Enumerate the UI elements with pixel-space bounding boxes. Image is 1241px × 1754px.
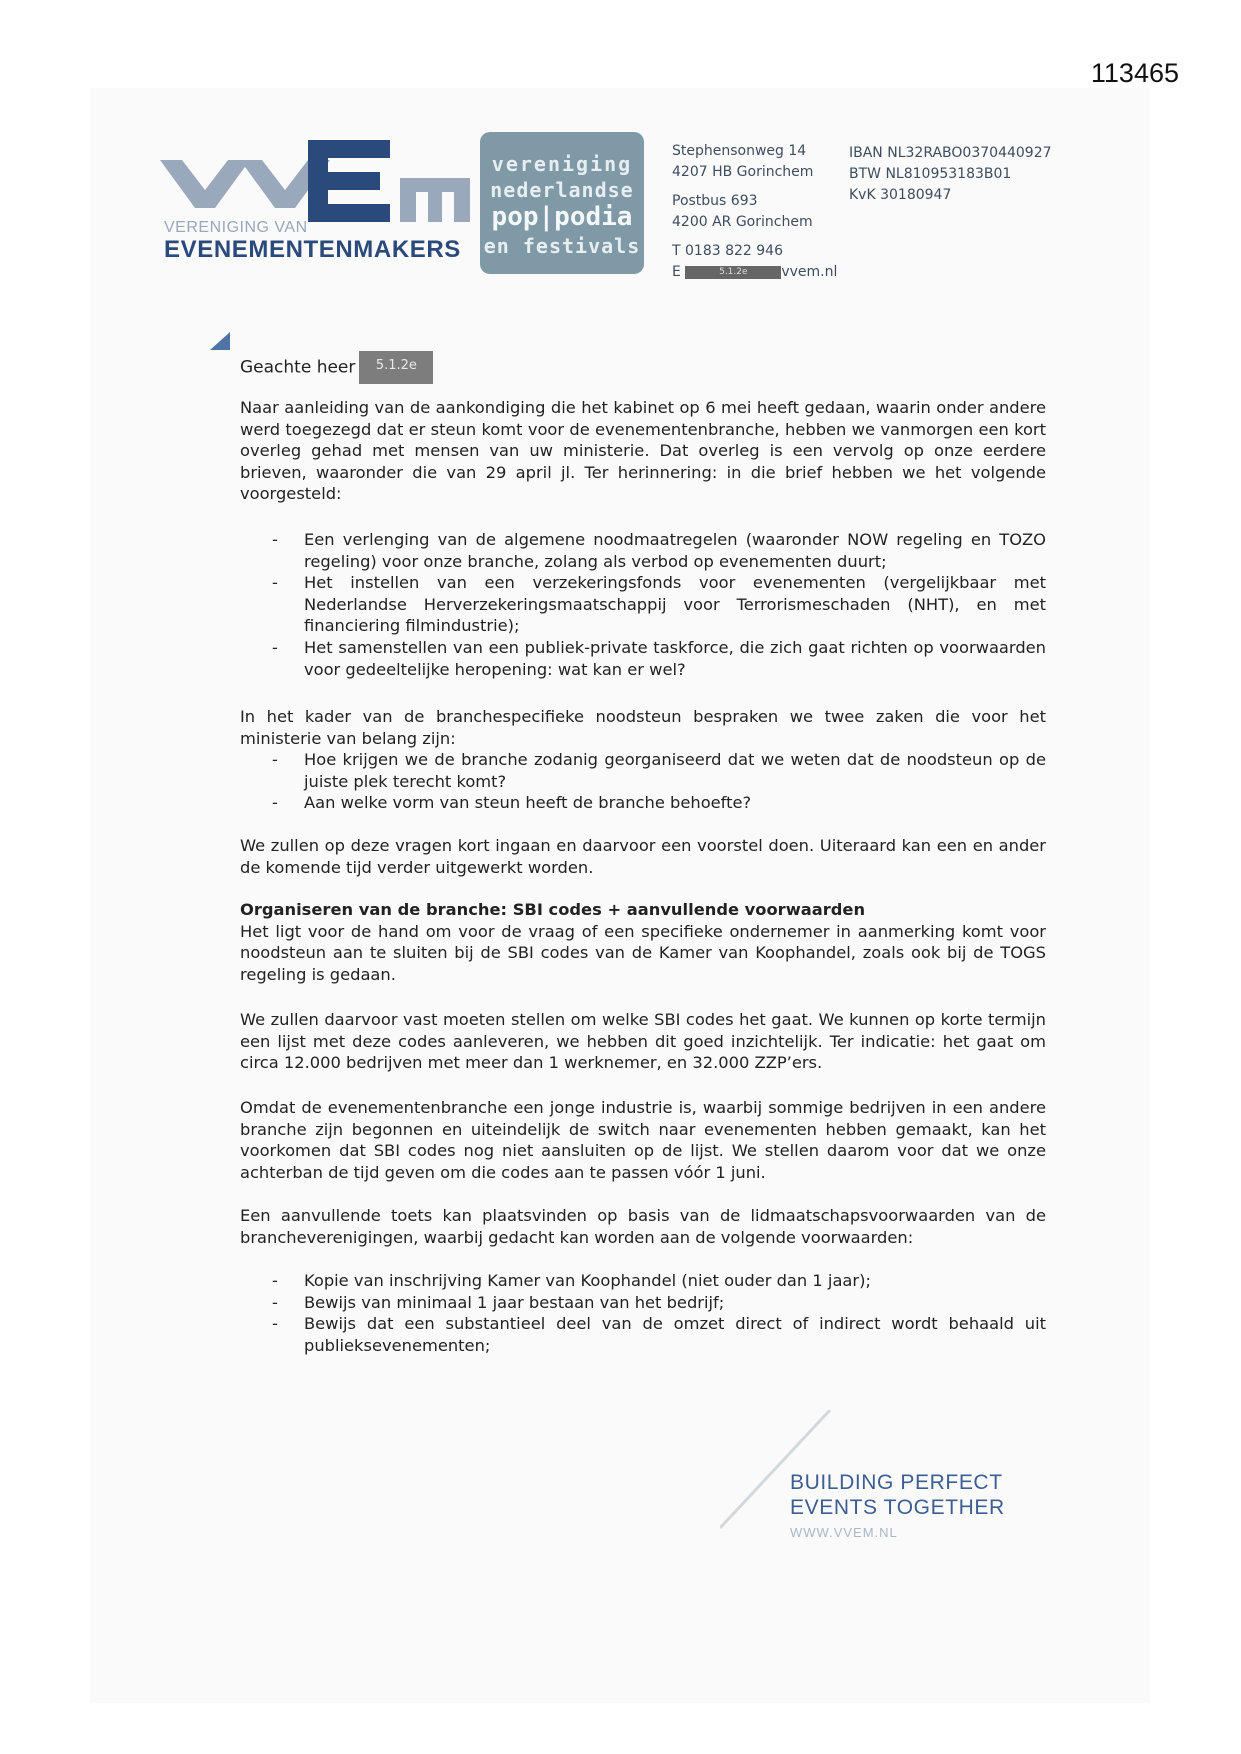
footer-website: WWW.VVEM.NL [790,1525,898,1540]
slogan-line: BUILDING PERFECT [790,1471,1003,1494]
conditions-list [240,1270,1046,1356]
postbus: Postbus 693 [672,193,758,209]
vnpf-logo-line: nederlandse [490,178,634,202]
btw-number: BTW NL810953183B01 [849,166,1012,182]
contact-address [672,141,837,283]
paragraph-text: Naar aanleiding van de aankondiging die het kabinet op 6 mei heeft gedaan, waarin onder andere werd toegezegd dat er steun komt voor de evenementenbranche, hebben we vanmorgen een kort overleg gehad met mensen van uw ministerie. Dat overleg is een vervolg op onze eerdere brieven, waaronder die van 29 april jl. Ter herinnering: in die brief hebben we het volgende voorgesteld: [240,398,1046,504]
logo-title: EVENEMENTENMAKERS [164,236,461,263]
email-line [672,262,837,283]
list-item: - Kopie van inschrijving Kamer van Koophandel (niet ouder dan 1 jaar); [272,1271,871,1290]
list-item: - Aan welke vorm van steun heeft de branche behoefte? [272,793,752,813]
list-item: - Een verlenging van de algemene noodmaatregelen (waaronder NOW regeling en TOZO regeling) voor onze branche, zolang als verbod op evenementen duurt; [272,530,1046,571]
paragraph-text: We zullen op deze vragen kort ingaan en daarvoor een voorstel doen. Uiteraard kan een en ander de komende tijd verder uitgewerkt worden. [240,836,1046,877]
address-city: 4207 HB Gorinchem [672,164,814,180]
list-item-text: Het samenstellen van een publiek-private taskforce, die zich gaat richten op voorwaarden voor gedeeltelijke heropening: wat kan er wel? [304,637,1046,679]
footer-slogan [790,1470,1005,1520]
vnpf-logo-line: pop|podia [491,202,633,232]
logo-subtitle: VERENIGING VAN [164,219,308,236]
list-item: - Het instellen van een verzekeringsfonds voor evenementen (vergelijkbaar met Nederlandse Herverzekeringsmaatschappij voor Terrorismeschaden (NHT), en met financiering filmindustrie); [272,573,1046,636]
list-item: - Bewijs dat een substantieel deel van de omzet direct of indirect wordt behaald uit publieksevenementen; [272,1314,1046,1355]
vnpf-logo-line: vereniging [491,152,633,176]
list-item-text: Een verlenging van de algemene noodmaatregelen (waaronder NOW regeling en TOZO regeling) voor onze branche, zolang als verbod op evenementen duurt; [304,530,1046,571]
salutation-redaction: 5.1.2e [359,351,433,384]
slogan-line: EVENTS TOGETHER [790,1496,1005,1519]
paragraph-text: We zullen daarvoor vast moeten stellen om welke SBI codes het gaat. We kunnen op korte termijn een lijst met deze codes aanleveren, we hebben dit goed inzichtelijk. Ter indicatie: het gaat om circa 12.000 bedrijven met meer dan 1 werknemer, en 32.000 ZZP’ers. [240,1010,1046,1073]
section-heading: Organiseren van de branche: SBI codes + aanvullende voorwaarden [240,900,866,919]
paragraph [240,835,1046,878]
list-item: - Bewijs van minimaal 1 jaar bestaan van het bedrijf; [272,1292,725,1312]
salutation [240,351,433,384]
list-item: - Hoe krijgen we de branche zodanig georganiseerd dat we weten dat de noodsteun op de juiste plek terecht komt? [272,750,1046,791]
corner-triangle-icon [210,332,230,350]
paragraph [240,397,1046,505]
contact-registration [849,143,1052,206]
paragraph [240,706,1046,749]
kvk-number: KvK 30180947 [849,187,952,203]
email-prefix: E [672,264,681,280]
vnpf-logo-line: en festivals [483,234,641,258]
list-item-text: Aan welke vorm van steun heeft de branche behoefte? [304,793,752,813]
paragraph [240,1009,1046,1074]
list-item-text: Bewijs van minimaal 1 jaar bestaan van het bedrijf; [304,1292,725,1312]
paragraph [240,1205,1046,1248]
email-suffix: vvem.nl [781,264,838,280]
list-item-text: Kopie van inschrijving Kamer van Koophandel (niet ouder dan 1 jaar); [304,1271,871,1290]
salutation-text: Geachte heer [240,357,356,378]
list-item-text: Hoe krijgen we de branche zodanig georganiseerd dat we weten dat de noodsteun op de juiste plek terecht komt? [304,750,1046,791]
question-list [240,749,1046,814]
postbus-city: 4200 AR Gorinchem [672,214,813,230]
paragraph-text: Omdat de evenementenbranche een jonge industrie is, waarbij sommige bedrijven in een andere branche zijn begonnen en uiteindelijk de switch naar evenementen hebben gemaakt, kan het voorkomen dat SBI codes nog niet aansluiten op de lijst. We stellen daarom voor dat we onze achterban de tijd geven om die codes aan te passen vóór 1 juni. [240,1098,1046,1182]
phone: T 0183 822 946 [672,243,783,259]
list-item: - Het samenstellen van een publiek-private taskforce, die zich gaat richten op voorwaarden voor gedeeltelijke heropening: wat kan er wel? [272,637,1046,679]
address-street: Stephensonweg 14 [672,143,807,159]
document-number: 113465 [1090,58,1179,88]
vnpf-logo [480,132,644,274]
paragraph [240,1097,1046,1183]
email-redaction: 5.1.2e [685,266,781,279]
proposal-list [240,529,1046,680]
paragraph-text: In het kader van de branchespecifieke noodsteun bespraken we twee zaken die voor het ministerie van belang zijn: [240,707,1046,748]
iban: IBAN NL32RABO0370440927 [849,145,1052,161]
list-item-text: Bewijs dat een substantieel deel van de omzet direct of indirect wordt behaald uit publieksevenementen; [304,1314,1046,1355]
section [240,899,1046,985]
letter-page [90,88,1150,1703]
list-item-text: Het instellen van een verzekeringsfonds voor evenementen (vergelijkbaar met Nederlandse Herverzekeringsmaatschappij voor Terrorismeschaden (NHT), en met financiering filmindustrie); [304,573,1046,636]
paragraph-text: Het ligt voor de hand om voor de vraag of een specifieke ondernemer in aanmerking komt voor noodsteun aan te sluiten bij de SBI codes van de Kamer van Koophandel, zoals ook bij de TOGS regeling is gedaan. [240,921,1046,984]
paragraph-text: Een aanvullende toets kan plaatsvinden op basis van de lidmaatschapsvoorwaarden van de brancheverenigingen, waarbij gedacht kan worden aan de volgende voorwaarden: [240,1206,1046,1247]
